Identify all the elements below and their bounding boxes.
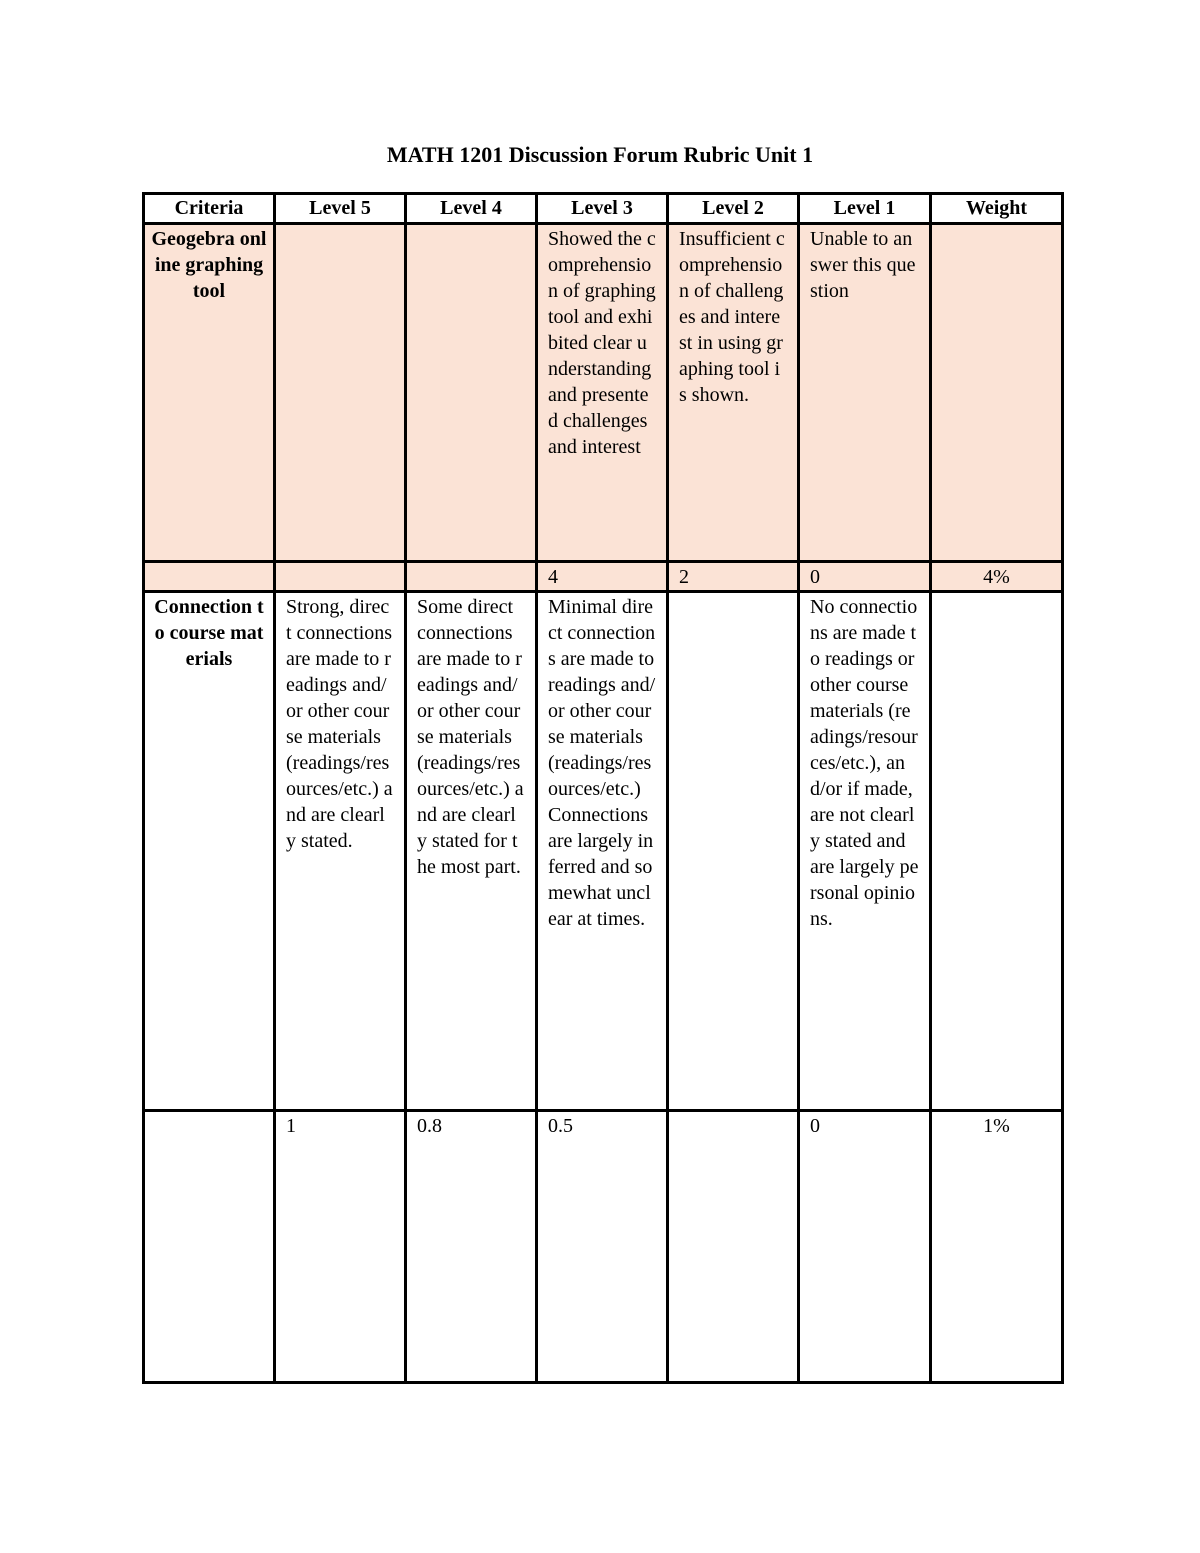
level-4-cell: Some direct connections are made to readings and/or other course materials (readings/resources/etc.) and are clearly stated for the most part. bbox=[406, 592, 537, 1111]
weight-cell bbox=[931, 592, 1063, 1111]
criteria-cell bbox=[144, 562, 275, 592]
header-criteria: Criteria bbox=[144, 194, 275, 224]
weight-value: 4% bbox=[931, 562, 1063, 592]
level-3-score: 0.5 bbox=[537, 1111, 668, 1383]
level-2-cell: Insufficient comprehension of challenges and interest in using graphing tool is shown. bbox=[668, 224, 799, 562]
header-level-5: Level 5 bbox=[275, 194, 406, 224]
level-4-score: 0.8 bbox=[406, 1111, 537, 1383]
score-row bbox=[144, 1111, 1063, 1383]
header-level-3: Level 3 bbox=[537, 194, 668, 224]
table-row bbox=[144, 592, 1063, 1111]
level-5-score: 1 bbox=[275, 1111, 406, 1383]
level-4-cell bbox=[406, 224, 537, 562]
header-level-4: Level 4 bbox=[406, 194, 537, 224]
weight-cell bbox=[931, 224, 1063, 562]
level-1-cell: Unable to answer this question bbox=[799, 224, 931, 562]
header-weight: Weight bbox=[931, 194, 1063, 224]
level-1-score: 0 bbox=[799, 562, 931, 592]
level-2-score: 2 bbox=[668, 562, 799, 592]
rubric-table bbox=[142, 192, 1064, 1384]
criteria-cell: Connection to course materials bbox=[144, 592, 275, 1111]
score-row bbox=[144, 562, 1063, 592]
level-1-score: 0 bbox=[799, 1111, 931, 1383]
table-row bbox=[144, 224, 1063, 562]
criteria-cell: Geogebra online graphing tool bbox=[144, 224, 275, 562]
level-3-cell: Minimal direct connections are made to readings and/or other course materials (readings/resources/etc.) Connections are largely inferred and somewhat unclear at times. bbox=[537, 592, 668, 1111]
criteria-cell bbox=[144, 1111, 275, 1383]
level-5-cell bbox=[275, 224, 406, 562]
level-1-cell: No connections are made to readings or other course materials (readings/resources/etc.), and/or if made, are not clearly stated and are largely personal opinions. bbox=[799, 592, 931, 1111]
level-4-score bbox=[406, 562, 537, 592]
level-2-cell bbox=[668, 592, 799, 1111]
level-2-score bbox=[668, 1111, 799, 1383]
page-title: MATH 1201 Discussion Forum Rubric Unit 1 bbox=[386, 142, 814, 167]
header-level-2: Level 2 bbox=[668, 194, 799, 224]
header-row bbox=[144, 194, 1063, 224]
weight-value: 1% bbox=[931, 1111, 1063, 1383]
level-5-cell: Strong, direct connections are made to readings and/or other course materials (readings/resources/etc.) and are clearly stated. bbox=[275, 592, 406, 1111]
level-3-score: 4 bbox=[537, 562, 668, 592]
level-3-cell: Showed the comprehension of graphing tool and exhibited clear understanding and presented challenges and interest bbox=[537, 224, 668, 562]
level-5-score bbox=[275, 562, 406, 592]
header-level-1: Level 1 bbox=[799, 194, 931, 224]
